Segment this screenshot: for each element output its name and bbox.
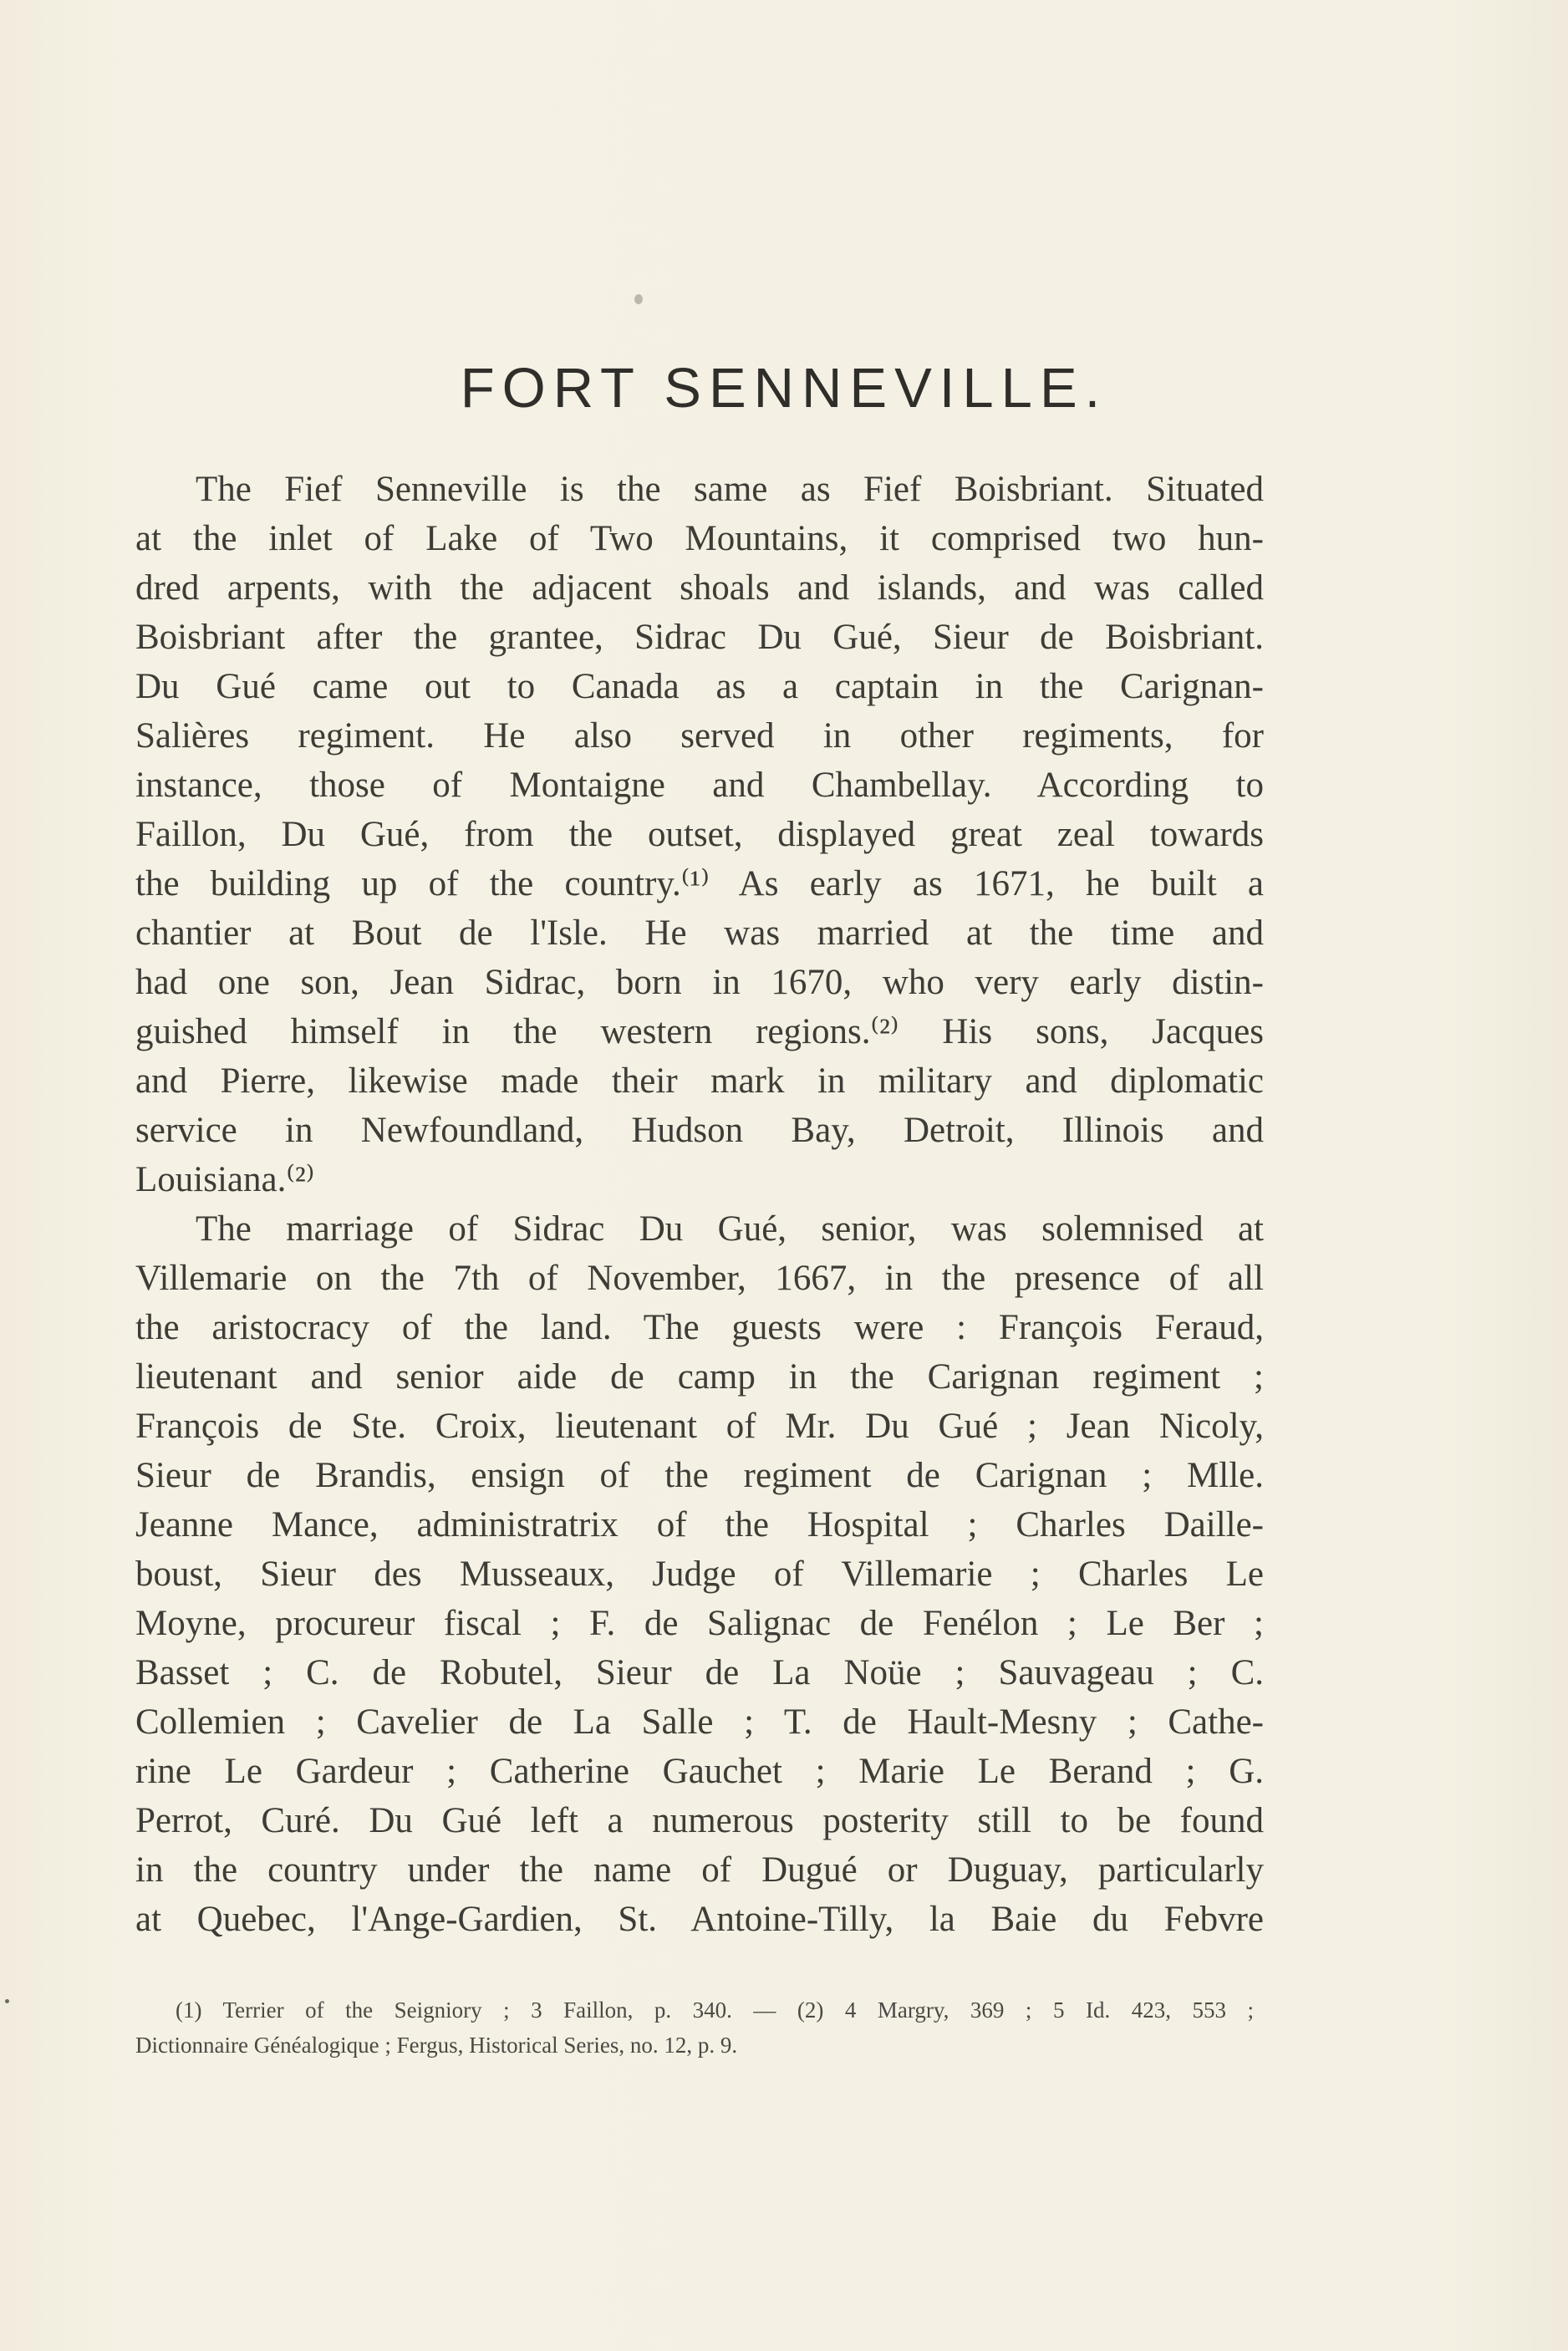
margin-mark [5, 1999, 9, 2003]
text-line: guished himself in the western regions.⁽²⁾ His sons, Jacques [135, 1012, 1264, 1051]
text-line: had one son, Jean Sidrac, born in 1670, who very early distin- [135, 963, 1264, 1002]
text-line: Jeanne Mance, administratrix of the Hospital ; Charles Daille- [135, 1505, 1264, 1544]
text-line: Perrot, Curé. Du Gué left a numerous posterity still to be found [135, 1801, 1264, 1840]
text-line: service in Newfoundland, Hudson Bay, Detroit, Illinois and [135, 1111, 1264, 1150]
text-line: Boisbriant after the grantee, Sidrac Du Gué, Sieur de Boisbriant. [135, 618, 1264, 657]
text-line: and Pierre, likewise made their mark in military and diplomatic [135, 1061, 1264, 1101]
ink-speck [634, 294, 643, 304]
text-line: Du Gué came out to Canada as a captain in the Carignan- [135, 667, 1264, 706]
text-line: Villemarie on the 7th of November, 1667, in the presence of all [135, 1259, 1264, 1298]
text-line: instance, those of Montaigne and Chambellay. According to [135, 766, 1264, 805]
text-line: rine Le Gardeur ; Catherine Gauchet ; Marie Le Berand ; G. [135, 1752, 1264, 1791]
page-title: FORT SENNEVILLE. [460, 357, 1108, 420]
footnote-line: (1) Terrier of the Seigniory ; 3 Faillon, p. 340. — (2) 4 Margry, 369 ; 5 Id. 423, 553 ; [176, 1997, 1254, 2023]
text-line: dred arpents, with the adjacent shoals and islands, and was called [135, 568, 1264, 608]
text-line: the aristocracy of the land. The guests were : François Feraud, [135, 1308, 1264, 1347]
footnote-line: Dictionnaire Généalogique ; Fergus, Historical Series, no. 12, p. 9. [135, 2033, 738, 2058]
text-line: The marriage of Sidrac Du Gué, senior, was solemnised at [196, 1209, 1264, 1249]
text-line: Collemien ; Cavelier de La Salle ; T. de Hault-Mesny ; Cathe- [135, 1702, 1264, 1742]
text-line: Sieur de Brandis, ensign of the regiment de Carignan ; Mlle. [135, 1456, 1264, 1495]
text-line: at the inlet of Lake of Two Mountains, it comprised two hun- [135, 519, 1264, 558]
text-line: Faillon, Du Gué, from the outset, displayed great zeal towards [135, 815, 1264, 854]
text-line: The Fief Senneville is the same as Fief Boisbriant. Situated [196, 470, 1264, 509]
text-line: at Quebec, l'Ange-Gardien, St. Antoine-Tilly, la Baie du Febvre [135, 1900, 1264, 1939]
text-line: Moyne, procureur fiscal ; F. de Salignac de Fenélon ; Le Ber ; [135, 1604, 1264, 1643]
text-line: chantier at Bout de l'Isle. He was married at the time and [135, 913, 1264, 953]
footnotes [135, 1992, 1254, 2063]
text-line: Salières regiment. He also served in other regiments, for [135, 716, 1264, 756]
text-line: Basset ; C. de Robutel, Sieur de La Noüe ; Sauvageau ; C. [135, 1653, 1264, 1692]
text-line: in the country under the name of Dugué or Duguay, particularly [135, 1850, 1264, 1890]
body-text [135, 465, 1264, 1944]
text-line: Louisiana.⁽²⁾ [135, 1160, 315, 1199]
text-line: the building up of the country.⁽¹⁾ As early as 1671, he built a [135, 864, 1264, 903]
text-line: boust, Sieur des Musseaux, Judge of Villemarie ; Charles Le [135, 1555, 1264, 1594]
text-line: François de Ste. Croix, lieutenant of Mr. Du Gué ; Jean Nicoly, [135, 1407, 1264, 1446]
text-line: lieutenant and senior aide de camp in the Carignan regiment ; [135, 1357, 1264, 1397]
